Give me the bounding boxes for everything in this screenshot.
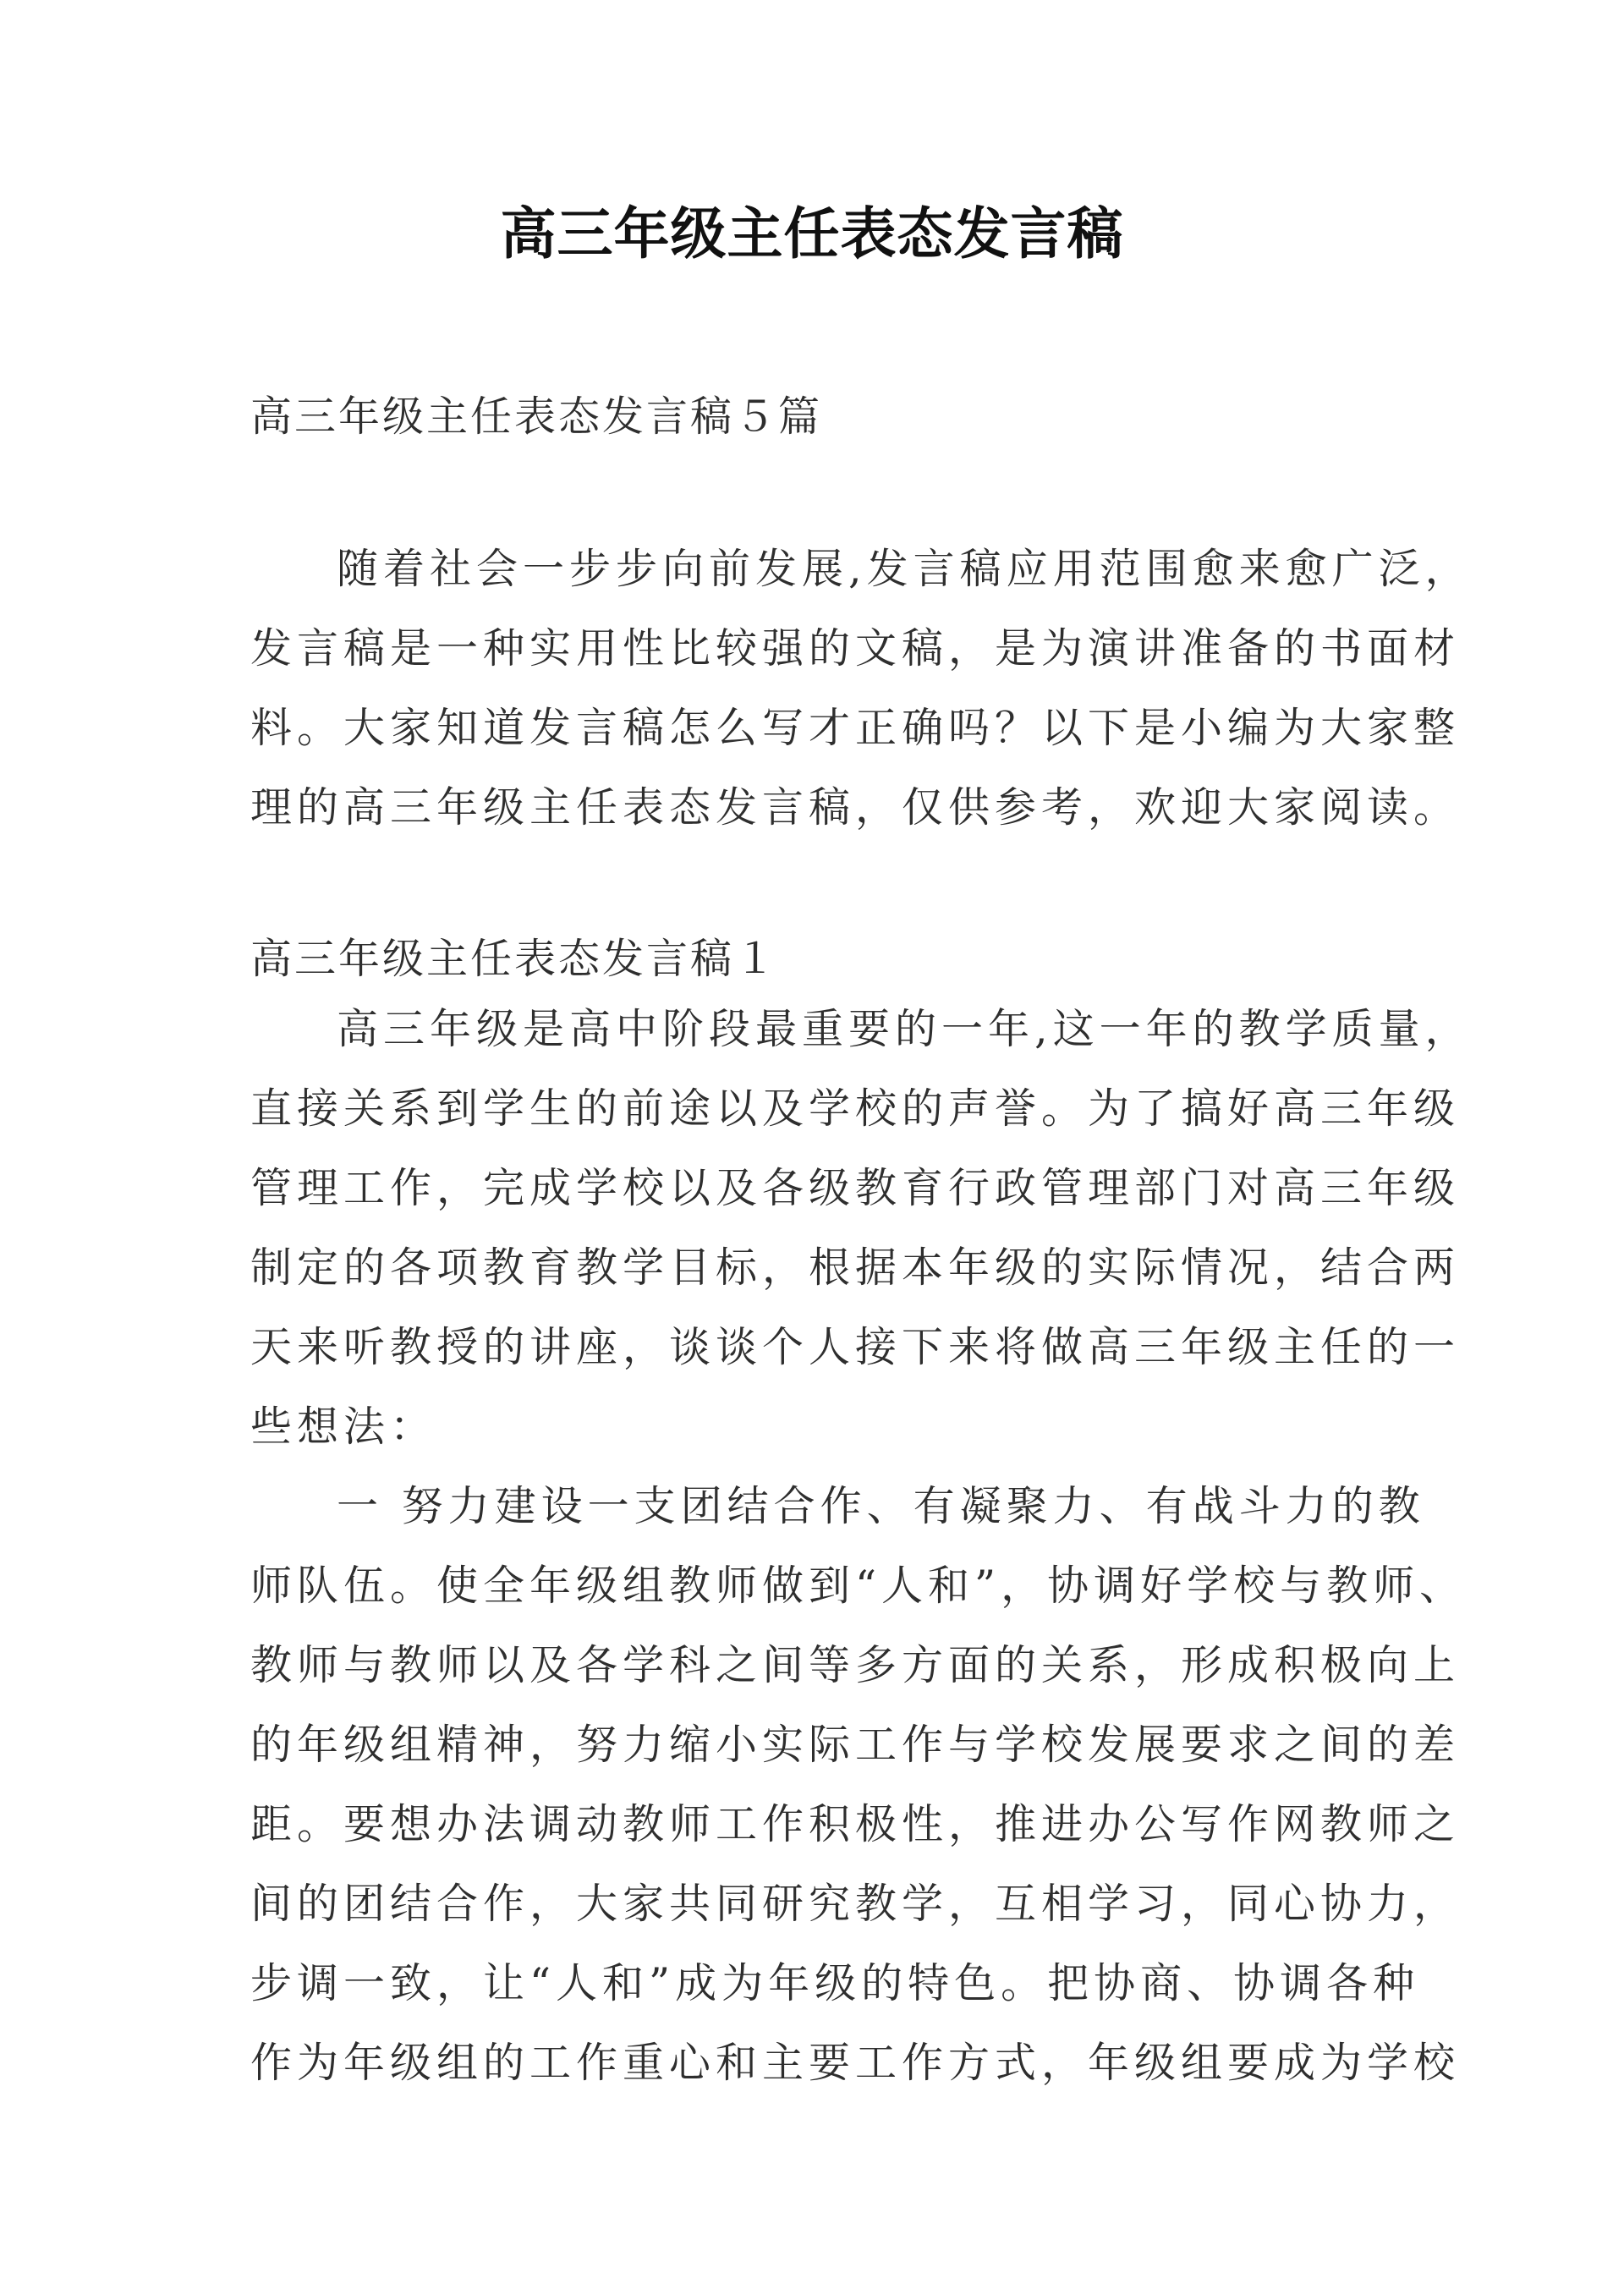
paragraph-line: 距。要想办法调动教师工作积极性，推进办公写作网教师之 [250,1800,1461,1848]
document-subtitle: 高三年级主任表态发言稿５篇 [250,393,823,441]
intro-line: 理的高三年级主任表态发言稿，仅供参考，欢迎大家阅读。 [250,783,1461,832]
document-title: 高三年级主任表态发言稿 [500,200,1124,266]
intro-line: 料。大家知道发言稿怎么写才正确吗？以下是小编为大家整 [250,704,1461,752]
section-heading: 高三年级主任表态发言稿１ [250,935,779,983]
paragraph-line: 直接关系到学生的前途以及学校的声誉。为了搞好高三年级 [250,1084,1461,1133]
paragraph-line: 间的团结合作，大家共同研究教学，互相学习，同心协力， [250,1880,1461,1928]
paragraph-line: 制定的各项教育教学目标，根据本年级的实际情况，结合两 [250,1244,1461,1292]
paragraph-line: 高三年级是高中阶段最重要的一年,这一年的教学质量， [337,1005,1472,1053]
intro-line: 发言稿是一种实用性比较强的文稿，是为演讲准备的书面材 [250,624,1461,673]
intro-line: 随着社会一步步向前发展,发言稿应用范围愈来愈广泛， [337,545,1472,593]
paragraph-line: 的年级组精神，努力缩小实际工作与学校发展要求之间的差 [250,1721,1461,1769]
paragraph-line: 一 努力建设一支团结合作、有凝聚力、有战斗力的教 [337,1482,1425,1530]
paragraph-line: 步调一致，让“人和”成为年级的特色。把协商、协调各种 [250,1959,1420,2007]
paragraph-line: 作为年级组的工作重心和主要工作方式，年级组要成为学校 [250,2039,1461,2087]
paragraph-line: 天来听教授的讲座，谈谈个人接下来将做高三年级主任的一 [250,1323,1461,1371]
paragraph-line: 些想法： [250,1403,437,1451]
paragraph-line: 管理工作，完成学校以及各级教育行政管理部门对高三年级 [250,1164,1461,1212]
paragraph-line: 教师与教师以及各学科之间等多方面的关系，形成积极向上 [250,1641,1461,1689]
paragraph-line: 师队伍。使全年级组教师做到“人和”，协调好学校与教师、 [250,1562,1467,1610]
